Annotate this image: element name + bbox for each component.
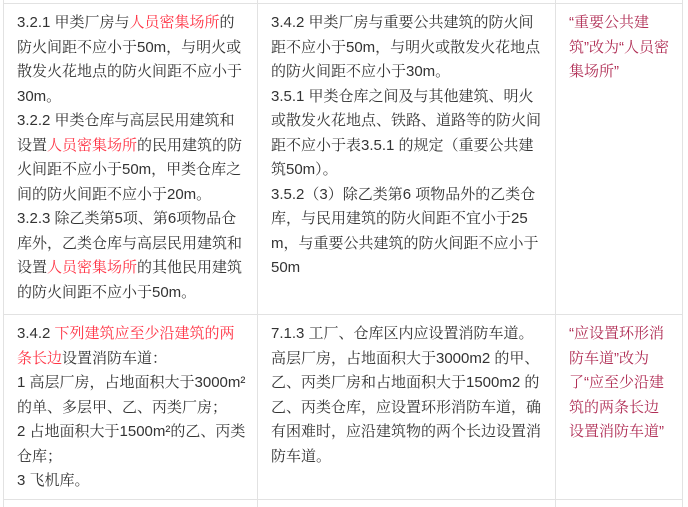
text-segment: 3.4.2 甲类厂房与重要公共建筑的防火间距不应小于50m，与明火或散发火花地点的防火间距不应小于30m。 xyxy=(271,14,541,80)
cell-clause-left xyxy=(4,4,258,315)
clause-paragraph xyxy=(17,469,247,494)
empty-cell xyxy=(556,500,683,507)
text-segment: 7.1.3 工厂、仓库区内应设置消防车道。高层厂房，占地面积大于3000m2 的甲、乙、丙类厂房和占地面积大于1500m2 的乙、丙类仓库，应设置环形消防车道，确有困难时，应沿建筑物的两个长边设置消防车道。 xyxy=(271,325,542,465)
empty-cell xyxy=(4,500,258,507)
cell-clause-middle xyxy=(258,315,556,500)
change-note-paragraph xyxy=(569,322,672,445)
cell-change-note xyxy=(556,315,683,500)
highlighted-text: “应设置环形消防车道”改为了“应至少沿建筑的两条长边设置消防车道” xyxy=(569,325,664,440)
cell-clause-left xyxy=(4,315,258,500)
regulation-comparison-table xyxy=(3,0,683,507)
clause-paragraph xyxy=(271,183,545,281)
clause-paragraph xyxy=(17,420,247,469)
text-segment: 的民用建筑的防火间距不应小于50m，甲类仓库之间的防火间距不应小于20m。 xyxy=(17,136,243,203)
highlighted-text: 人员密集场所 xyxy=(129,14,220,31)
highlighted-text: “重要公共建筑”改为“人员密集场所” xyxy=(569,14,669,80)
clause-paragraph xyxy=(17,109,247,207)
text-segment: 3.4.2 xyxy=(17,325,55,342)
text-segment: 3 飞机库。 xyxy=(17,472,90,489)
clause-paragraph xyxy=(271,11,545,85)
text-segment: 3.2.2 甲类仓库与高层民用建筑和设置 xyxy=(17,112,235,154)
clause-paragraph xyxy=(17,322,247,371)
text-segment: 的防火间距不应小于50m，与明火或散发火花地点的防火间距不应小于30m。 xyxy=(17,14,243,105)
clause-paragraph xyxy=(271,85,545,183)
text-segment: 设置消防车道： xyxy=(62,349,168,367)
text-segment: 3.2.1 甲类厂房与 xyxy=(17,14,130,31)
text-segment: 1 高层厂房，占地面积大于3000m²的单、多层甲、乙、丙类厂房； xyxy=(17,374,246,416)
table-row-1 xyxy=(4,4,683,315)
text-segment: 2 占地面积大于1500m²的乙、丙类仓库； xyxy=(17,423,246,465)
clause-paragraph xyxy=(271,322,545,469)
clause-paragraph xyxy=(17,371,247,420)
empty-cell xyxy=(258,500,556,507)
clause-paragraph xyxy=(17,11,247,109)
change-note-paragraph xyxy=(569,11,672,85)
cell-clause-middle xyxy=(258,4,556,315)
text-segment: 的其他民用建筑的防火间距不应小于50m。 xyxy=(17,259,243,301)
clause-paragraph xyxy=(17,207,247,305)
table-row-2 xyxy=(4,315,683,500)
text-segment: 3.2.3 除乙类第5项、第6项物品仓库外，乙类仓库与高层民用建筑和设置 xyxy=(17,210,243,276)
highlighted-text: 人员密集场所 xyxy=(47,136,138,154)
highlighted-text: 下列建筑应至少沿建筑的两条长边 xyxy=(17,325,235,367)
cell-change-note xyxy=(556,4,683,315)
text-segment: 3.5.1 甲类仓库之间及与其他建筑、明火或散发火花地点、铁路、道路等的防火间距不应小于表3.5.1 的规定（重要公共建筑50m）。 xyxy=(271,87,542,178)
text-segment: 3.5.2（3）除乙类第6 项物品外的乙类仓库，与民用建筑的防火间距不宜小于25m，与重要公共建筑的防火间距不应小于50m xyxy=(271,185,539,276)
table-row-partial-bottom xyxy=(4,500,683,507)
highlighted-text: 人员密集场所 xyxy=(47,259,138,276)
